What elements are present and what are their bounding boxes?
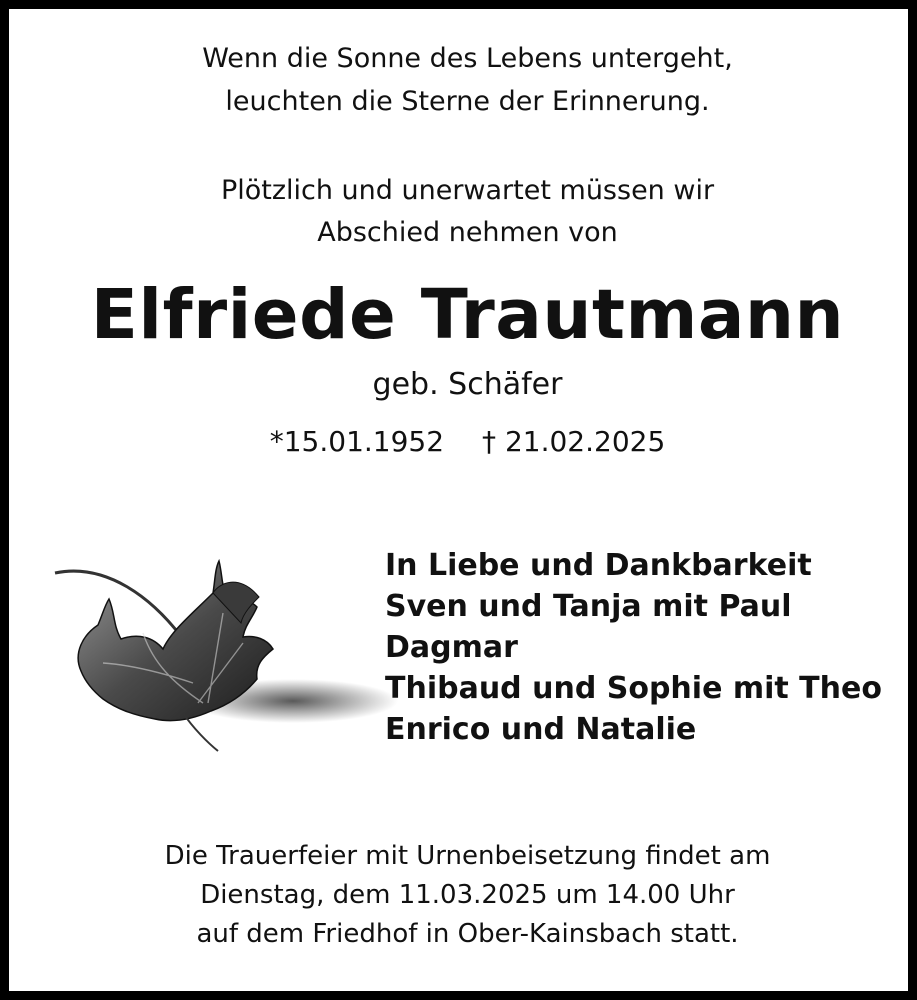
mourner-name: Dagmar [385,630,518,665]
intro-line-1: Plötzlich und unerwartet müssen wir [220,175,715,206]
life-dates [9,425,917,458]
service-line-2: Dienstag, dem 11.03.2025 um 14.00 Uhr [200,880,735,910]
maple-leaf-icon [43,553,403,763]
birth-date: *15.01.1952 [269,425,445,458]
motto-line-2: leuchten die Sterne der Erinnerung. [225,86,710,117]
mourner-name: Thibaud und Sophie mit Theo [385,671,882,706]
intro-line-2: Abschied nehmen von [317,217,618,248]
death-date: † 21.02.2025 [482,425,666,458]
maiden-name: geb. Schäfer [372,367,563,402]
mourners-heading: In Liebe und Dankbarkeit [385,548,812,583]
service-line-3: auf dem Friedhof in Ober-Kainsbach statt. [196,919,739,949]
motto-line-1: Wenn die Sonne des Lebens untergeht, [202,43,733,74]
service-line-1: Die Trauerfeier mit Urnenbeisetzung findet am [164,841,771,871]
mourners-block [385,545,882,750]
mourner-name: Sven und Tanja mit Paul [385,589,792,624]
deceased-name: Elfriede Trautmann [90,275,845,355]
mourner-name: Enrico und Natalie [385,712,697,747]
